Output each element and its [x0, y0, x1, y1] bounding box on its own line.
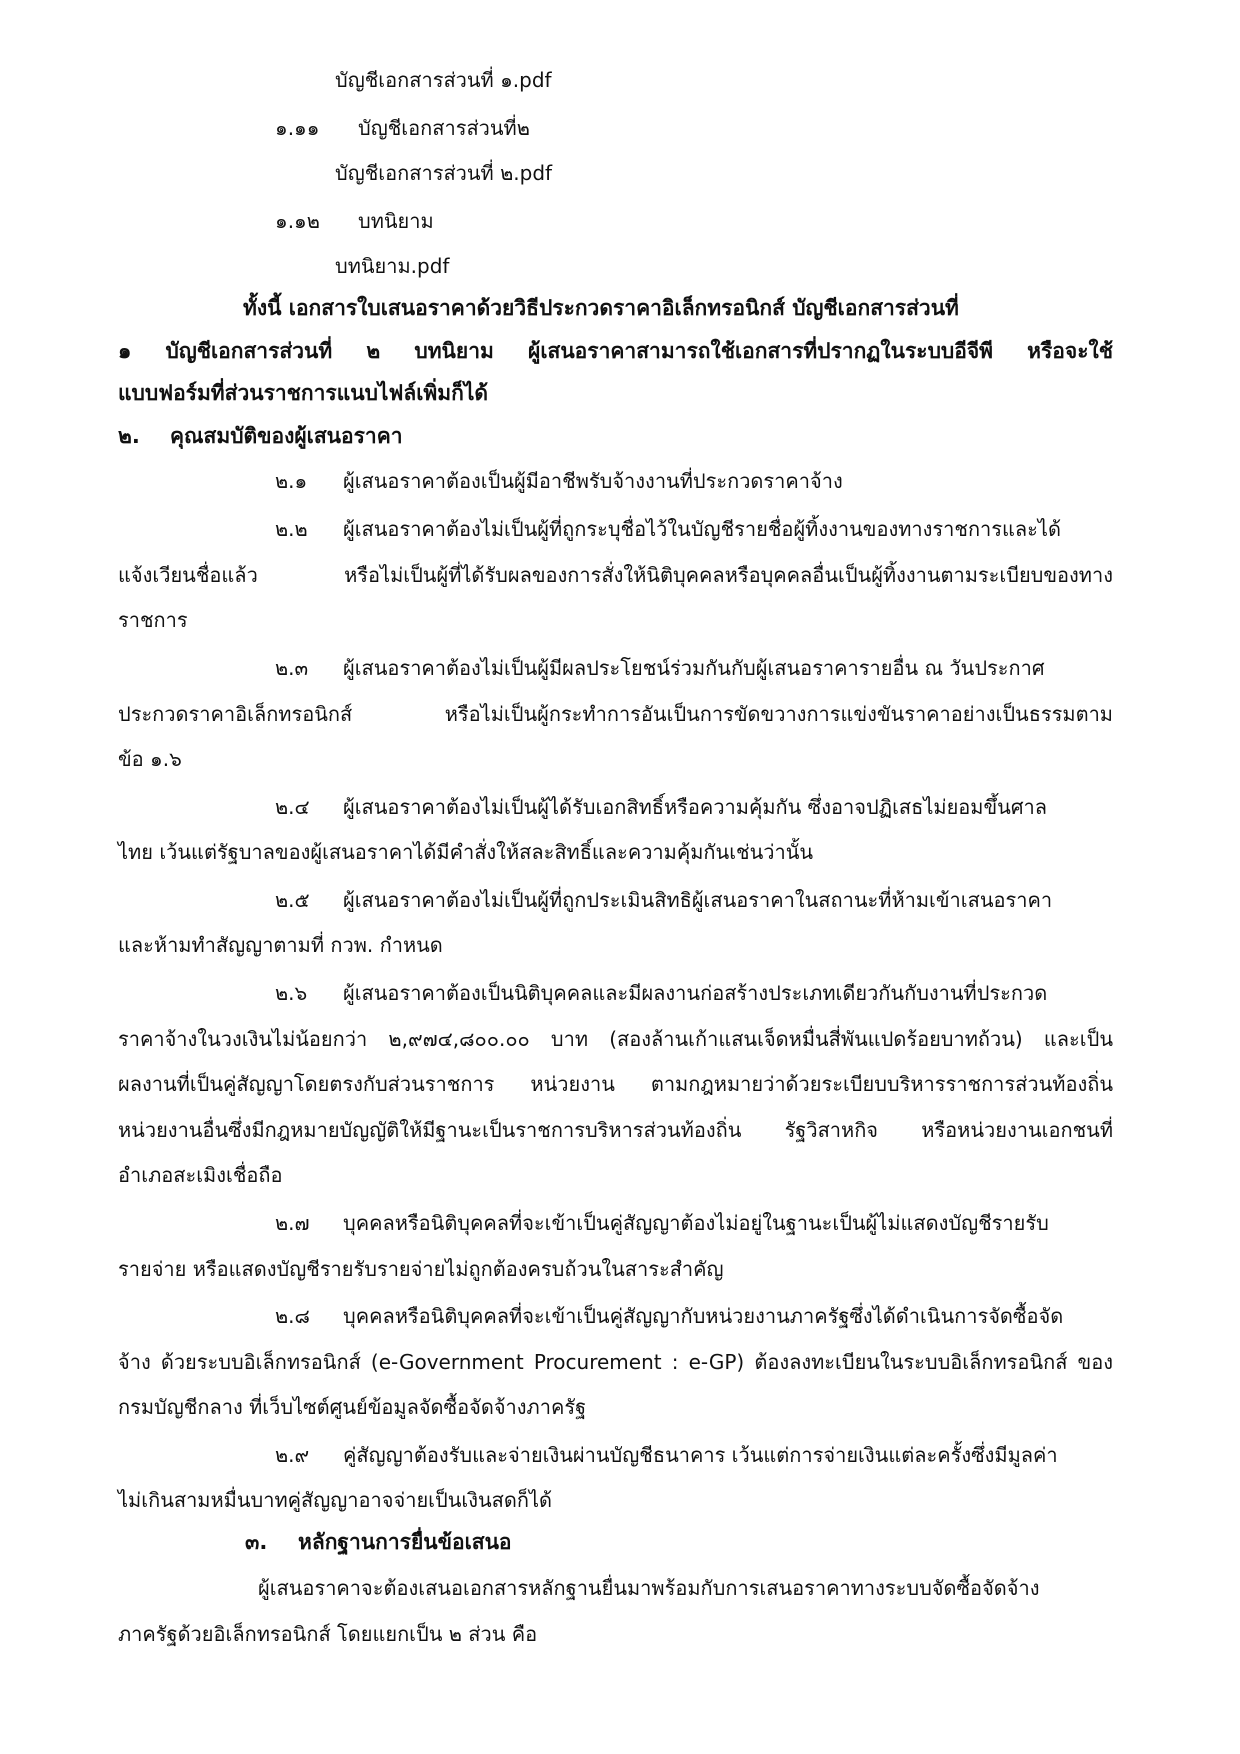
clause-2-2-number: ๒.๒ — [275, 517, 308, 541]
item-title-1-11: บัญชีเอกสารส่วนที่๒ — [358, 116, 530, 140]
section-3-number: ๓. — [245, 1530, 268, 1554]
clause-2-6-text: ผู้เสนอราคาต้องเป็นนิติบุคคลและมีผลงานก่อสร้างประเภทเดียวกันกับงานที่ประกวด — [343, 981, 1048, 1005]
clause-2-7-line-2: รายจ่าย หรือแสดงบัญชีรายรับรายจ่ายไม่ถูกต้องครบถ้วนในสาระสำคัญ — [118, 1257, 724, 1281]
note-paragraph-line-2: ๑ บัญชีเอกสารส่วนที่ ๒ บทนิยาม ผู้เสนอราคาสามารถใช้เอกสารที่ปรากฏในระบบอีจีพี หรือจะใช้ — [118, 339, 1113, 363]
clause-2-5-text: ผู้เสนอราคาต้องไม่เป็นผู้ที่ถูกประเมินสิทธิผู้เสนอราคาในสถานะที่ห้ามเข้าเสนอราคา — [343, 888, 1053, 912]
item-number-1-12: ๑.๑๒ — [275, 209, 320, 233]
attachment-filename-1[interactable]: บัญชีเอกสารส่วนที่ ๑.pdf — [335, 68, 552, 92]
clause-2-9-text: คู่สัญญาต้องรับและจ่ายเงินผ่านบัญชีธนาคาร เว้นแต่การจ่ายเงินแต่ละครั้งซึ่งมีมูลค่า — [343, 1443, 1058, 1467]
clause-2-3-text: ผู้เสนอราคาต้องไม่เป็นผู้มีผลประโยชน์ร่วมกันกับผู้เสนอราคารายอื่น ณ วันประกาศ — [343, 656, 1045, 680]
item-number-1-11: ๑.๑๑ — [275, 116, 320, 140]
clause-2-5-number: ๒.๕ — [275, 888, 310, 912]
clause-2-2-line-3: ราชการ — [118, 608, 188, 632]
clause-2-1-text: ผู้เสนอราคาต้องเป็นผู้มีอาชีพรับจ้างงานที่ประกวดราคาจ้าง — [343, 469, 843, 493]
clause-2-8-line-2: จ้าง ด้วยระบบอิเล็กทรอนิกส์ (e-Government Procurement : e-GP) ต้องลงทะเบียนในระบบอิเล็กทรอนิกส์ ของ — [118, 1350, 1113, 1374]
clause-2-2-line-2: แจ้งเวียนชื่อแล้ว หรือไม่เป็นผู้ที่ได้รับผลของการสั่งให้นิติบุคคลหรือบุคคลอื่นเป็นผู้ทิ้งงานตามระเบียบของทาง — [118, 563, 1113, 587]
clause-2-6-number: ๒.๖ — [275, 981, 308, 1005]
clause-2-4-line-2: ไทย เว้นแต่รัฐบาลของผู้เสนอราคาได้มีคำสั่งให้สละสิทธิ์และความคุ้มกันเช่นว่านั้น — [118, 840, 814, 864]
clause-2-3-number: ๒.๓ — [275, 656, 309, 680]
clause-2-4-text: ผู้เสนอราคาต้องไม่เป็นผู้ได้รับเอกสิทธิ์หรือความคุ้มกัน ซึ่งอาจปฏิเสธไม่ยอมขึ้นศาล — [343, 795, 1048, 819]
clause-2-7-number: ๒.๗ — [275, 1211, 310, 1235]
clause-2-8-line-3: กรมบัญชีกลาง ที่เว็บไซต์ศูนย์ข้อมูลจัดซื้อจัดจ้างภาครัฐ — [118, 1395, 587, 1419]
clause-2-7-text: บุคคลหรือนิติบุคคลที่จะเข้าเป็นคู่สัญญาต้องไม่อยู่ในฐานะเป็นผู้ไม่แสดงบัญชีรายรับ — [343, 1211, 1049, 1235]
clause-2-6-line-4: หน่วยงานอื่นซึ่งมีกฎหมายบัญญัติให้มีฐานะเป็นราชการบริหารส่วนท้องถิ่น รัฐวิสาหกิจ หรือหน่วยงานเอกชนที่ — [118, 1118, 1113, 1142]
section-2-number: ๒. — [118, 424, 140, 448]
section-3-paragraph-line-1: ผู้เสนอราคาจะต้องเสนอเอกสารหลักฐานยื่นมาพร้อมกับการเสนอราคาทางระบบจัดซื้อจัดจ้าง — [258, 1576, 1040, 1600]
clause-2-1-number: ๒.๑ — [275, 469, 308, 493]
clause-2-4-number: ๒.๔ — [275, 795, 310, 819]
item-title-1-12: บทนิยาม — [358, 209, 434, 233]
attachment-filename-2[interactable]: บัญชีเอกสารส่วนที่ ๒.pdf — [335, 161, 553, 185]
clause-2-6-line-3: ผลงานที่เป็นคู่สัญญาโดยตรงกับส่วนราชการ หน่วยงาน ตามกฎหมายว่าด้วยระเบียบบริหารราชการส่วนท้องถิ่น — [118, 1072, 1113, 1096]
attachment-filename-3[interactable]: บทนิยาม.pdf — [335, 254, 450, 278]
clause-2-6-line-5: อำเภอสะเมิงเชื่อถือ — [118, 1163, 283, 1187]
section-2-heading: คุณสมบัติของผู้เสนอราคา — [170, 424, 403, 448]
clause-2-6-line-2: ราคาจ้างในวงเงินไม่น้อยกว่า ๒,๙๗๔,๘๐๐.๐๐ บาท (สองล้านเก้าแสนเจ็ดหมื่นสี่พันแปดร้อยบาทถ้วน) และเป็น — [118, 1027, 1113, 1051]
clause-2-3-line-2: ประกวดราคาอิเล็กทรอนิกส์ หรือไม่เป็นผู้กระทำการอันเป็นการขัดขวางการแข่งขันราคาอย่างเป็นธรรมตาม — [118, 702, 1113, 726]
clause-2-8-text: บุคคลหรือนิติบุคคลที่จะเข้าเป็นคู่สัญญากับหน่วยงานภาครัฐซึ่งได้ดำเนินการจัดซื้อจัด — [343, 1304, 1064, 1328]
clause-2-5-line-2: และห้ามทำสัญญาตามที่ กวพ. กำหนด — [118, 933, 443, 957]
note-paragraph-line-3: แบบฟอร์มที่ส่วนราชการแนบไฟล์เพิ่มก็ได้ — [118, 381, 489, 405]
clause-2-8-number: ๒.๘ — [275, 1304, 310, 1328]
section-3-heading: หลักฐานการยื่นข้อเสนอ — [298, 1530, 512, 1554]
note-paragraph-line-1: ทั้งนี้ เอกสารใบเสนอราคาด้วยวิธีประกวดราคาอิเล็กทรอนิกส์ บัญชีเอกสารส่วนที่ — [243, 296, 959, 320]
clause-2-9-number: ๒.๙ — [275, 1443, 310, 1467]
clause-2-2-text: ผู้เสนอราคาต้องไม่เป็นผู้ที่ถูกระบุชื่อไว้ในบัญชีรายชื่อผู้ทิ้งงานของทางราชการและได้ — [343, 517, 1061, 541]
clause-2-9-line-2: ไม่เกินสามหมื่นบาทคู่สัญญาอาจจ่ายเป็นเงินสดก็ได้ — [118, 1488, 552, 1512]
clause-2-3-line-3: ข้อ ๑.๖ — [118, 747, 182, 771]
section-3-paragraph-line-2: ภาครัฐด้วยอิเล็กทรอนิกส์ โดยแยกเป็น ๒ ส่วน คือ — [118, 1622, 538, 1646]
